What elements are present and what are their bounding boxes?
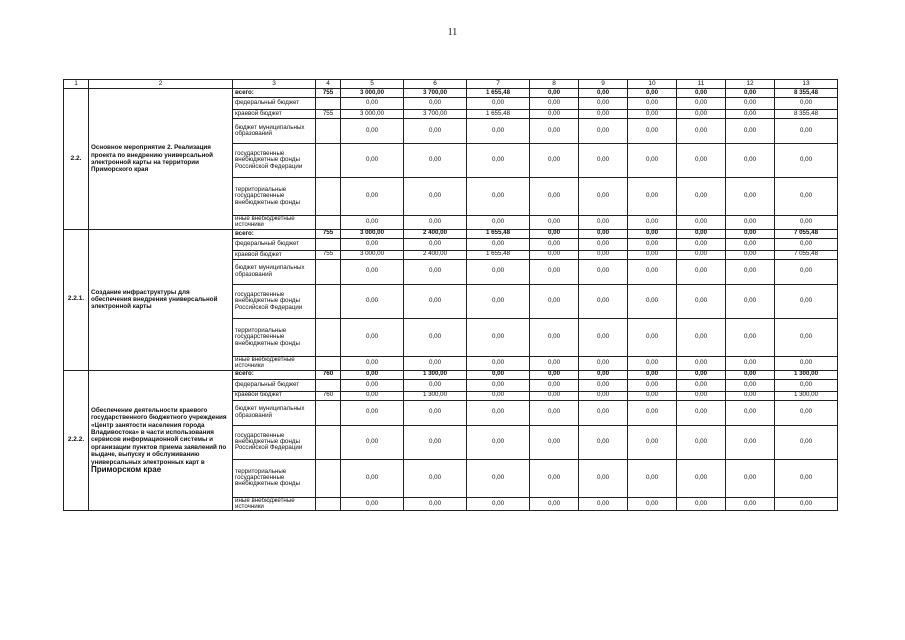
amount-cell: 0,00 [467, 238, 530, 250]
amount-cell: 0,00 [628, 119, 677, 144]
amount-cell: 0,00 [677, 318, 726, 356]
amount-cell: 0,00 [628, 250, 677, 259]
amount-cell: 0,00 [530, 425, 579, 459]
amount-cell: 0,00 [579, 497, 628, 511]
amount-cell: 0,00 [726, 110, 775, 119]
item-code: 2.2.2. [64, 370, 89, 511]
amount-cell: 8 355,48 [775, 110, 838, 119]
amount-cell: 0,00 [726, 356, 775, 370]
header-cell: 9 [579, 80, 628, 89]
amount-cell: 0,00 [530, 250, 579, 259]
funding-source: краевой бюджет [233, 250, 316, 259]
amount-cell: 0,00 [628, 370, 677, 379]
table-row [64, 370, 838, 379]
funding-source: федеральный бюджет [233, 238, 316, 250]
amount-cell: 0,00 [775, 356, 838, 370]
amount-cell: 1 300,00 [775, 391, 838, 400]
amount-cell: 1 655,48 [467, 229, 530, 238]
amount-cell: 0,00 [726, 259, 775, 284]
executor-code: 755 [316, 250, 341, 259]
amount-cell: 0,00 [579, 318, 628, 356]
amount-cell: 0,00 [775, 459, 838, 497]
amount-cell: 0,00 [726, 119, 775, 144]
header-cell: 7 [467, 80, 530, 89]
funding-source: территориальные государственные внебюджетные фонды [233, 178, 316, 216]
amount-cell: 0,00 [467, 98, 530, 110]
executor-code: 755 [316, 229, 341, 238]
amount-cell: 0,00 [775, 98, 838, 110]
amount-cell: 8 355,48 [775, 89, 838, 98]
item-code: 2.2. [64, 89, 89, 230]
amount-cell: 0,00 [341, 400, 404, 425]
amount-cell: 0,00 [467, 370, 530, 379]
header-cell: 10 [628, 80, 677, 89]
amount-cell: 0,00 [467, 284, 530, 318]
executor-code [316, 425, 341, 459]
amount-cell: 0,00 [341, 238, 404, 250]
amount-cell: 0,00 [404, 119, 467, 144]
amount-cell: 0,00 [341, 370, 404, 379]
header-cell: 4 [316, 80, 341, 89]
item-name [89, 229, 233, 370]
amount-cell: 0,00 [579, 259, 628, 284]
funding-source: государственные внебюджетные фонды Российской Федерации [233, 284, 316, 318]
amount-cell: 0,00 [530, 98, 579, 110]
header-cell: 8 [530, 80, 579, 89]
amount-cell: 0,00 [628, 400, 677, 425]
amount-cell: 0,00 [341, 379, 404, 391]
amount-cell: 0,00 [404, 98, 467, 110]
amount-cell: 0,00 [677, 497, 726, 511]
amount-cell: 0,00 [530, 284, 579, 318]
header-cell: 3 [233, 80, 316, 89]
executor-code: 755 [316, 89, 341, 98]
amount-cell: 0,00 [677, 259, 726, 284]
amount-cell: 0,00 [530, 356, 579, 370]
amount-cell: 0,00 [677, 379, 726, 391]
amount-cell: 0,00 [726, 379, 775, 391]
amount-cell: 3 000,00 [341, 110, 404, 119]
amount-cell: 1 655,48 [467, 250, 530, 259]
funding-source: федеральный бюджет [233, 98, 316, 110]
amount-cell: 0,00 [341, 178, 404, 216]
amount-cell: 0,00 [579, 216, 628, 230]
amount-cell: 0,00 [628, 379, 677, 391]
item-name [89, 89, 233, 230]
amount-cell: 0,00 [579, 400, 628, 425]
amount-cell: 0,00 [579, 250, 628, 259]
amount-cell: 0,00 [530, 459, 579, 497]
amount-cell: 0,00 [628, 356, 677, 370]
funding-source: иные внебюджетные источники [233, 497, 316, 511]
amount-cell: 3 000,00 [341, 250, 404, 259]
amount-cell: 0,00 [579, 425, 628, 459]
table-row [64, 229, 838, 238]
amount-cell: 0,00 [628, 497, 677, 511]
executor-code [316, 259, 341, 284]
amount-cell: 0,00 [530, 379, 579, 391]
amount-cell: 0,00 [726, 284, 775, 318]
amount-cell: 0,00 [677, 229, 726, 238]
item-name [89, 370, 233, 511]
funding-source: федеральный бюджет [233, 379, 316, 391]
amount-cell: 0,00 [677, 89, 726, 98]
amount-cell: 3 000,00 [341, 89, 404, 98]
amount-cell: 0,00 [677, 356, 726, 370]
amount-cell: 0,00 [404, 259, 467, 284]
amount-cell: 0,00 [579, 379, 628, 391]
executor-code [316, 119, 341, 144]
amount-cell: 0,00 [404, 400, 467, 425]
amount-cell: 0,00 [726, 370, 775, 379]
amount-cell: 0,00 [579, 391, 628, 400]
amount-cell: 0,00 [404, 459, 467, 497]
funding-source: иные внебюджетные источники [233, 356, 316, 370]
amount-cell: 0,00 [726, 229, 775, 238]
amount-cell: 0,00 [404, 379, 467, 391]
amount-cell: 0,00 [579, 238, 628, 250]
executor-code [316, 318, 341, 356]
executor-code: 755 [316, 110, 341, 119]
amount-cell: 1 300,00 [775, 370, 838, 379]
funding-source: государственные внебюджетные фонды Российской Федерации [233, 425, 316, 459]
amount-cell: 0,00 [467, 178, 530, 216]
amount-cell: 0,00 [628, 89, 677, 98]
amount-cell: 0,00 [341, 216, 404, 230]
amount-cell: 0,00 [677, 144, 726, 178]
executor-code [316, 216, 341, 230]
amount-cell: 0,00 [530, 400, 579, 425]
amount-cell: 0,00 [404, 356, 467, 370]
item-name-bold: Основное мероприятие 2. [91, 144, 173, 152]
amount-cell: 0,00 [775, 379, 838, 391]
amount-cell: 0,00 [677, 391, 726, 400]
amount-cell: 0,00 [726, 144, 775, 178]
amount-cell: 3 700,00 [404, 89, 467, 98]
amount-cell: 0,00 [467, 318, 530, 356]
funding-source: всего: [233, 370, 316, 379]
amount-cell: 0,00 [775, 497, 838, 511]
amount-cell: 0,00 [579, 89, 628, 98]
amount-cell: 0,00 [726, 318, 775, 356]
amount-cell: 0,00 [579, 119, 628, 144]
amount-cell: 0,00 [404, 497, 467, 511]
amount-cell: 0,00 [467, 259, 530, 284]
amount-cell: 0,00 [530, 497, 579, 511]
item-name-text: Создание инфраструктуры для обеспечения внедрения универсальной электронной карты [91, 288, 218, 311]
amount-cell: 0,00 [775, 400, 838, 425]
amount-cell: 0,00 [726, 250, 775, 259]
item-name-text: Обеспечение деятельности краевого государственного бюджетного учреждения «Центр занятости населения города Владивостока» в части использования сервисов информационной системы и организации пунктов приема заявлений по выдаче, выпуску и обслуживанию универсальных электронных карт в [91, 406, 227, 466]
amount-cell: 0,00 [404, 216, 467, 230]
executor-code: 760 [316, 391, 341, 400]
amount-cell: 0,00 [628, 229, 677, 238]
amount-cell: 0,00 [726, 98, 775, 110]
funding-source: территориальные государственные внебюджетные фонды [233, 318, 316, 356]
amount-cell: 0,00 [726, 89, 775, 98]
amount-cell: 0,00 [341, 144, 404, 178]
amount-cell: 0,00 [726, 459, 775, 497]
amount-cell: 0,00 [579, 370, 628, 379]
amount-cell: 0,00 [775, 178, 838, 216]
amount-cell: 0,00 [677, 250, 726, 259]
header-cell: 5 [341, 80, 404, 89]
amount-cell: 0,00 [467, 119, 530, 144]
amount-cell: 0,00 [677, 178, 726, 216]
amount-cell: 0,00 [677, 459, 726, 497]
amount-cell: 0,00 [579, 284, 628, 318]
amount-cell: 0,00 [467, 497, 530, 511]
executor-code [316, 238, 341, 250]
funding-source: территориальные государственные внебюджетные фонды [233, 459, 316, 497]
funding-source: иные внебюджетные источники [233, 216, 316, 230]
executor-code [316, 144, 341, 178]
amount-cell: 0,00 [677, 370, 726, 379]
amount-cell: 1 655,48 [467, 110, 530, 119]
header-cell: 13 [775, 80, 838, 89]
amount-cell: 0,00 [677, 238, 726, 250]
executor-code: 760 [316, 370, 341, 379]
amount-cell: 0,00 [341, 356, 404, 370]
header-cell: 12 [726, 80, 775, 89]
amount-cell: 3 700,00 [404, 110, 467, 119]
amount-cell: 0,00 [775, 259, 838, 284]
amount-cell: 0,00 [341, 459, 404, 497]
amount-cell: 0,00 [530, 144, 579, 178]
amount-cell: 0,00 [677, 425, 726, 459]
funding-source: краевой бюджет [233, 391, 316, 400]
funding-source: бюджет муниципальных образований [233, 119, 316, 144]
amount-cell: 0,00 [404, 318, 467, 356]
amount-cell: 0,00 [530, 391, 579, 400]
amount-cell: 0,00 [677, 98, 726, 110]
item-name-tail: Приморском крае [91, 464, 162, 474]
amount-cell: 0,00 [579, 144, 628, 178]
header-cell: 2 [89, 80, 233, 89]
table-row [64, 89, 838, 98]
amount-cell: 0,00 [404, 178, 467, 216]
amount-cell: 0,00 [341, 497, 404, 511]
amount-cell: 0,00 [677, 119, 726, 144]
amount-cell: 0,00 [404, 425, 467, 459]
amount-cell: 0,00 [628, 259, 677, 284]
executor-code [316, 98, 341, 110]
amount-cell: 0,00 [341, 98, 404, 110]
amount-cell: 0,00 [467, 379, 530, 391]
amount-cell: 0,00 [579, 98, 628, 110]
executor-code [316, 356, 341, 370]
funding-source: государственные внебюджетные фонды Российской Федерации [233, 144, 316, 178]
amount-cell: 0,00 [677, 284, 726, 318]
amount-cell: 0,00 [467, 216, 530, 230]
funding-source: бюджет муниципальных образований [233, 259, 316, 284]
amount-cell: 0,00 [726, 425, 775, 459]
amount-cell: 0,00 [775, 425, 838, 459]
header-row [64, 80, 838, 89]
amount-cell: 0,00 [775, 238, 838, 250]
amount-cell: 0,00 [628, 238, 677, 250]
amount-cell: 0,00 [726, 391, 775, 400]
amount-cell: 0,00 [530, 216, 579, 230]
amount-cell: 0,00 [628, 284, 677, 318]
amount-cell: 0,00 [404, 284, 467, 318]
amount-cell: 0,00 [628, 459, 677, 497]
header-cell: 11 [677, 80, 726, 89]
executor-code [316, 284, 341, 318]
amount-cell: 1 655,48 [467, 89, 530, 98]
amount-cell: 0,00 [726, 216, 775, 230]
funding-source: бюджет муниципальных образований [233, 400, 316, 425]
amount-cell: 0,00 [467, 356, 530, 370]
amount-cell: 0,00 [467, 391, 530, 400]
funding-source: краевой бюджет [233, 110, 316, 119]
amount-cell: 0,00 [467, 144, 530, 178]
amount-cell: 0,00 [530, 370, 579, 379]
funding-source: всего: [233, 229, 316, 238]
executor-code [316, 379, 341, 391]
amount-cell: 0,00 [677, 400, 726, 425]
amount-cell: 0,00 [579, 356, 628, 370]
budget-table [63, 79, 838, 511]
amount-cell: 0,00 [775, 216, 838, 230]
item-name-text: Реализация проекта по внедрению универсальной электронной карты на территории Приморского края [91, 144, 213, 174]
amount-cell: 0,00 [530, 229, 579, 238]
amount-cell: 0,00 [775, 144, 838, 178]
amount-cell: 0,00 [341, 259, 404, 284]
amount-cell: 0,00 [628, 216, 677, 230]
amount-cell: 0,00 [341, 425, 404, 459]
amount-cell: 1 300,00 [404, 370, 467, 379]
executor-code [316, 400, 341, 425]
amount-cell: 0,00 [530, 89, 579, 98]
amount-cell: 0,00 [341, 391, 404, 400]
amount-cell: 2 400,00 [404, 229, 467, 238]
amount-cell: 2 400,00 [404, 250, 467, 259]
amount-cell: 0,00 [530, 178, 579, 216]
amount-cell: 0,00 [628, 318, 677, 356]
amount-cell: 0,00 [775, 318, 838, 356]
executor-code [316, 178, 341, 216]
amount-cell: 0,00 [467, 400, 530, 425]
amount-cell: 0,00 [341, 318, 404, 356]
header-cell: 1 [64, 80, 89, 89]
amount-cell: 1 300,00 [404, 391, 467, 400]
amount-cell: 0,00 [628, 425, 677, 459]
amount-cell: 7 055,48 [775, 229, 838, 238]
amount-cell: 0,00 [628, 144, 677, 178]
amount-cell: 0,00 [579, 110, 628, 119]
amount-cell: 0,00 [467, 425, 530, 459]
amount-cell: 0,00 [467, 459, 530, 497]
amount-cell: 0,00 [341, 119, 404, 144]
page-number: 11 [447, 27, 458, 38]
amount-cell: 0,00 [579, 459, 628, 497]
amount-cell: 7 055,48 [775, 250, 838, 259]
amount-cell: 0,00 [628, 110, 677, 119]
amount-cell: 3 000,00 [341, 229, 404, 238]
amount-cell: 0,00 [726, 497, 775, 511]
header-cell: 6 [404, 80, 467, 89]
amount-cell: 0,00 [677, 216, 726, 230]
amount-cell: 0,00 [530, 110, 579, 119]
amount-cell: 0,00 [775, 119, 838, 144]
amount-cell: 0,00 [628, 98, 677, 110]
amount-cell: 0,00 [726, 400, 775, 425]
item-code: 2.2.1. [64, 229, 89, 370]
amount-cell: 0,00 [530, 318, 579, 356]
amount-cell: 0,00 [726, 178, 775, 216]
executor-code [316, 459, 341, 497]
funding-source: всего: [233, 89, 316, 98]
amount-cell: 0,00 [579, 229, 628, 238]
amount-cell: 0,00 [404, 144, 467, 178]
executor-code [316, 497, 341, 511]
amount-cell: 0,00 [775, 284, 838, 318]
amount-cell: 0,00 [677, 110, 726, 119]
amount-cell: 0,00 [628, 178, 677, 216]
amount-cell: 0,00 [530, 259, 579, 284]
amount-cell: 0,00 [579, 178, 628, 216]
amount-cell: 0,00 [726, 238, 775, 250]
amount-cell: 0,00 [530, 119, 579, 144]
amount-cell: 0,00 [404, 238, 467, 250]
amount-cell: 0,00 [628, 391, 677, 400]
amount-cell: 0,00 [341, 284, 404, 318]
amount-cell: 0,00 [530, 238, 579, 250]
